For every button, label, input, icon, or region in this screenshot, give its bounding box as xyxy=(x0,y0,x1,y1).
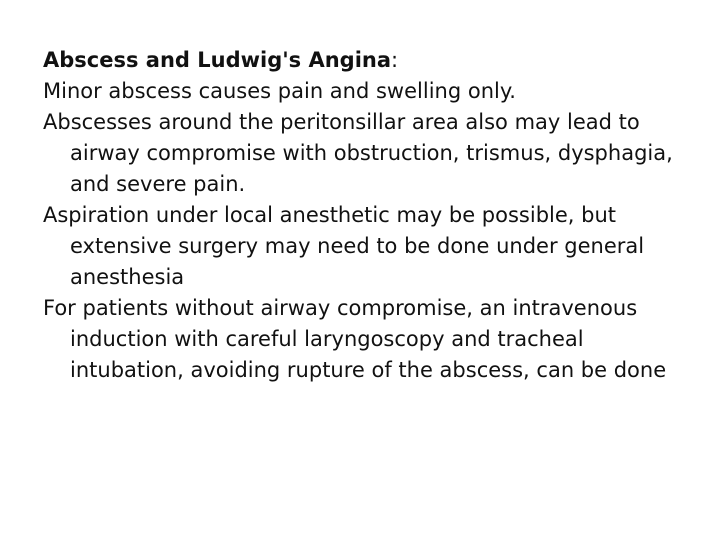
slide-heading: Abscess and Ludwig's Angina xyxy=(43,48,392,72)
paragraph-minor-abscess: Minor abscess causes pain and swelling only. xyxy=(43,79,516,103)
paragraph-peritonsillar: Abscesses around the peritonsillar area also may lead to airway compromise with obstruction, trismus, dysphagia, and severe pain. xyxy=(43,110,673,196)
paragraph-aspiration: Aspiration under local anesthetic may be possible, but extensive surgery may need to be done under general anesthesia xyxy=(43,203,645,289)
paragraph-induction: For patients without airway compromise, an intravenous induction with careful laryngoscopy and tracheal intubation, avoiding rupture of the abscess, can be done xyxy=(43,296,667,382)
slide-body xyxy=(43,45,693,386)
heading-colon: : xyxy=(391,48,399,72)
slide-heading-line xyxy=(43,45,693,76)
